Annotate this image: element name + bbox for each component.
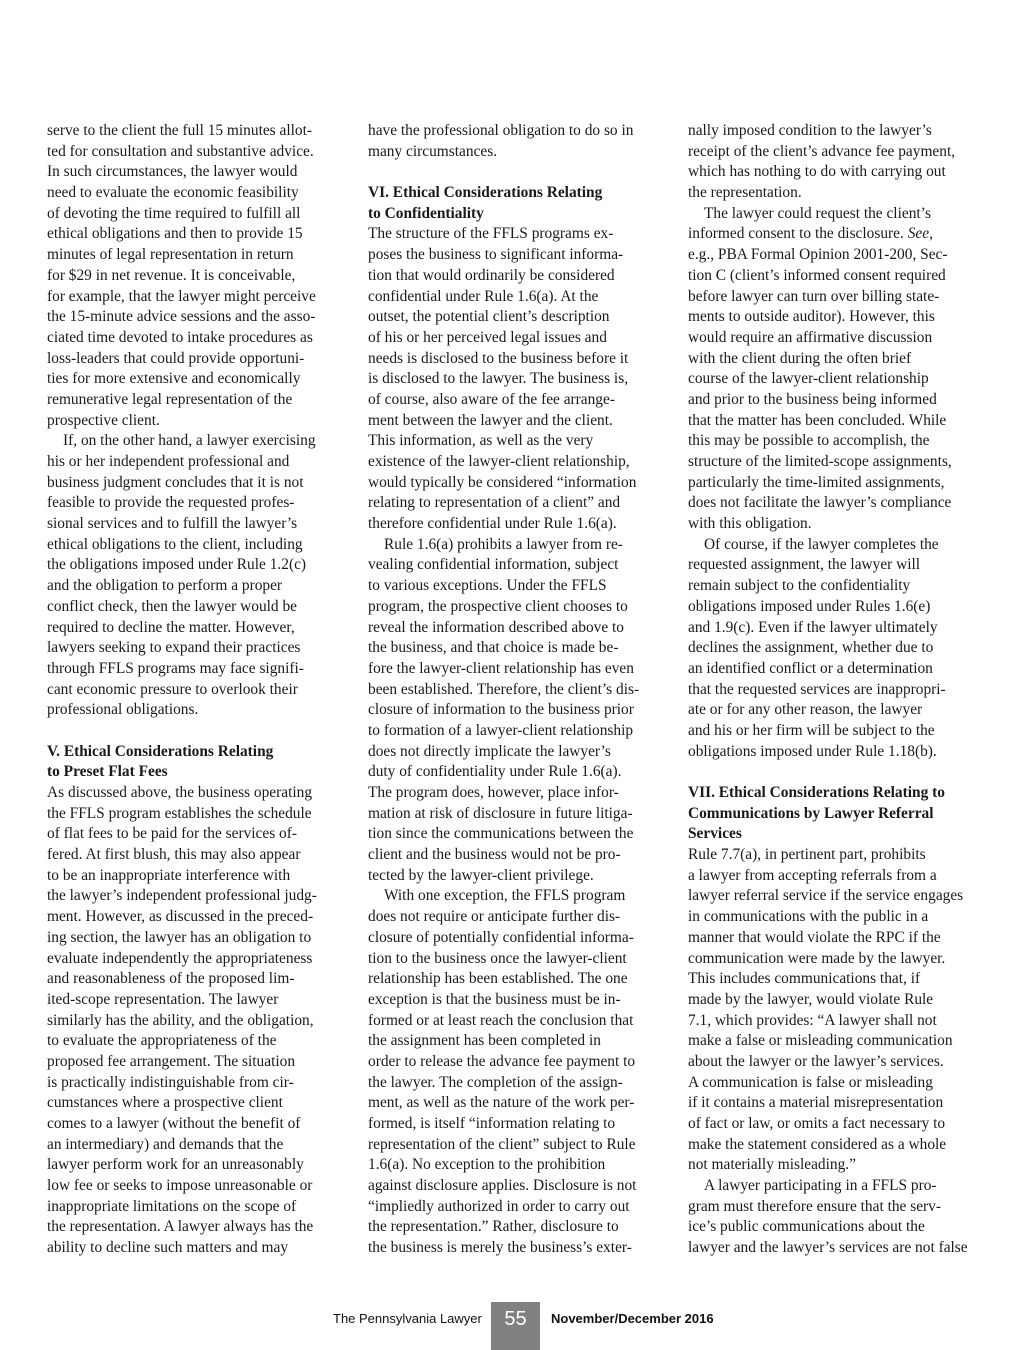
section-heading-line: Communications by Lawyer Referral bbox=[688, 804, 934, 822]
body-text-line: order to release the advance fee payment to bbox=[368, 1052, 636, 1070]
body-text-line: prospective client. bbox=[47, 411, 160, 429]
body-text-line: does not directly implicate the lawyer’s bbox=[368, 742, 611, 760]
body-text-line: the assignment has been completed in bbox=[368, 1032, 601, 1050]
body-text-line: relating to representation of a client” and bbox=[368, 494, 621, 512]
body-text-line: the lawyer. The completion of the assign- bbox=[368, 1073, 623, 1091]
body-text-line: ate or for any other reason, the lawyer bbox=[688, 701, 923, 719]
body-text-line: a lawyer from accepting referrals from a bbox=[688, 866, 937, 884]
body-text-line: declines the assignment, whether due to bbox=[688, 639, 934, 657]
body-text-line: need to evaluate the economic feasibility bbox=[47, 184, 299, 202]
section-heading-line: to Preset Flat Fees bbox=[47, 763, 168, 781]
body-text-line: remunerative legal representation of the bbox=[47, 390, 293, 408]
body-text-line: ing section, the lawyer has an obligation to bbox=[47, 928, 312, 946]
body-text-line: the 15-minute advice sessions and the asso- bbox=[47, 308, 316, 326]
body-text-line: before lawyer can turn over billing state- bbox=[688, 287, 940, 305]
blank-line bbox=[688, 762, 988, 783]
body-text-line: which has nothing to do with carrying out bbox=[688, 163, 946, 181]
body-text-line: program, the prospective client chooses to bbox=[368, 597, 628, 615]
body-text-line: mation at risk of disclosure in future litiga- bbox=[368, 804, 633, 822]
body-text-line: and the obligation to perform a proper bbox=[47, 577, 283, 595]
body-text-line: about the lawyer or the lawyer’s services. bbox=[688, 1052, 944, 1070]
section-heading-line: V. Ethical Considerations Relating bbox=[47, 742, 274, 760]
body-text-line: ments to outside auditor). However, this bbox=[688, 308, 935, 326]
body-text-line: of his or her perceived legal issues and bbox=[368, 328, 607, 346]
body-text-line: conflict check, then the lawyer would be bbox=[47, 597, 298, 615]
body-text-line: and prior to the business being informed bbox=[688, 390, 937, 408]
body-text-line: minutes of legal representation in return bbox=[47, 246, 294, 264]
body-text-line: representation of the client” subject to Rule bbox=[368, 1135, 636, 1153]
issue-date: November/December 2016 bbox=[551, 1311, 714, 1326]
body-text-line: obligations imposed under Rules 1.6(e) bbox=[688, 597, 931, 615]
body-text-line: manner that would violate the RPC if the bbox=[688, 928, 941, 946]
body-text-line: A communication is false or misleading bbox=[688, 1073, 933, 1091]
body-text-line: required to decline the matter. However, bbox=[47, 618, 295, 636]
body-text-line: if it contains a material misrepresentation bbox=[688, 1094, 944, 1112]
body-text-line: “impliedly authorized in order to carry out bbox=[368, 1197, 630, 1215]
body-text-line: reveal the information described above to bbox=[368, 618, 624, 636]
page-footer bbox=[0, 1302, 1024, 1350]
body-text-line: the FFLS program establishes the schedule bbox=[47, 804, 312, 822]
body-text-line: As discussed above, the business operating bbox=[47, 784, 313, 801]
body-text-line: an intermediary) and demands that the bbox=[47, 1135, 284, 1153]
body-text-line: lawyer and the lawyer’s services are not false bbox=[688, 1239, 968, 1257]
body-text-line: low fee or seeks to impose unreasonable or bbox=[47, 1177, 313, 1195]
body-text-line: fered. At first blush, this may also appear bbox=[47, 846, 301, 864]
body-text-line: to evaluate the appropriateness of the bbox=[47, 1032, 277, 1050]
body-text-line: sional services and to fulfill the lawyer’s bbox=[47, 515, 298, 533]
body-text-line: tion since the communications between the bbox=[368, 825, 634, 843]
body-text-line: does not facilitate the lawyer’s compliance bbox=[688, 494, 952, 512]
body-text-line: ted for consultation and substantive advice. bbox=[47, 142, 314, 160]
body-text-line: ment between the lawyer and the client. bbox=[368, 411, 613, 429]
body-text-line: business judgment concludes that it is not bbox=[47, 473, 304, 491]
body-text-line: of course, also aware of the fee arrange- bbox=[368, 390, 615, 408]
body-text-line: ited-scope representation. The lawyer bbox=[47, 990, 279, 1008]
body-text-line: tion to the business once the lawyer-client bbox=[368, 949, 627, 967]
section-heading-line: Services bbox=[688, 825, 742, 843]
text-run: informed consent to the disclosure. bbox=[688, 225, 908, 243]
section-heading-line: VII. Ethical Considerations Relating to bbox=[688, 784, 945, 801]
body-text-line: tion C (client’s informed consent required bbox=[688, 266, 946, 284]
body-text-line: make a false or misleading communication bbox=[688, 1032, 953, 1050]
body-text-line: nally imposed condition to the lawyer’s bbox=[688, 122, 932, 139]
body-text-line: ciated time devoted to intake procedures as bbox=[47, 328, 313, 346]
body-text-line: formed, is itself “information relating to bbox=[368, 1115, 616, 1132]
body-text-line: that the requested services are inappropri- bbox=[688, 680, 946, 698]
body-text-line: therefore confidential under Rule 1.6(a). bbox=[368, 515, 617, 533]
body-text-line: existence of the lawyer-client relationship, bbox=[368, 453, 630, 470]
text-column-1 bbox=[47, 121, 347, 1259]
body-text-line: would require an affirmative discussion bbox=[688, 328, 933, 346]
body-text-line: against disclosure applies. Disclosure is not bbox=[368, 1177, 637, 1195]
body-text-line: lawyer perform work for an unreasonably bbox=[47, 1156, 304, 1174]
body-text-line: that the matter has been concluded. While bbox=[688, 411, 947, 429]
body-text-line: obligations imposed under Rule 1.18(b). bbox=[688, 742, 937, 760]
body-text-line: The program does, however, place infor- bbox=[368, 784, 619, 801]
body-text-line: serve to the client the full 15 minutes allot- bbox=[47, 122, 312, 139]
body-text-line: to formation of a lawyer-client relationship bbox=[368, 721, 634, 739]
body-text-line: ethical obligations and then to provide 15 bbox=[47, 225, 303, 243]
text-column-3 bbox=[688, 121, 988, 1259]
body-text-line: outset, the potential client’s description bbox=[368, 308, 610, 326]
body-text-line: inappropriate limitations on the scope of bbox=[47, 1197, 297, 1215]
body-text-line: the lawyer’s independent professional judg- bbox=[47, 887, 317, 905]
body-text-line: of flat fees to be paid for the services of- bbox=[47, 825, 297, 843]
body-text-line: through FFLS programs may face signifi- bbox=[47, 659, 304, 677]
body-text-line: In such circumstances, the lawyer would bbox=[47, 163, 298, 181]
body-text-line: with the client during the often brief bbox=[688, 349, 912, 367]
body-text-line: Rule 7.7(a), in pertinent part, prohibits bbox=[688, 846, 926, 864]
body-text-line: ment, as well as the nature of the work per- bbox=[368, 1094, 635, 1112]
body-text-line: the representation. bbox=[688, 184, 802, 202]
body-text-line: the representation.” Rather, disclosure to bbox=[368, 1218, 619, 1236]
body-text-line: similarly has the ability, and the obligation, bbox=[47, 1011, 314, 1029]
body-text-line: loss-leaders that could provide opportuni- bbox=[47, 349, 305, 367]
body-text-line: needs is disclosed to the business before it bbox=[368, 349, 629, 367]
body-text-line: is disclosed to the lawyer. The business is, bbox=[368, 370, 629, 388]
body-text-line: feasible to provide the requested profes- bbox=[47, 494, 295, 512]
body-text-line: remain subject to the confidentiality bbox=[688, 577, 911, 595]
body-text-line: duty of confidentiality under Rule 1.6(a). bbox=[368, 763, 622, 781]
section-heading-line: VI. Ethical Considerations Relating bbox=[368, 184, 603, 202]
paragraph-start-line: With one exception, the FFLS program bbox=[384, 887, 626, 905]
body-text-line: course of the lawyer-client relationship bbox=[688, 370, 929, 388]
body-text-line: of fact or law, or omits a fact necessary to bbox=[688, 1115, 946, 1132]
body-text-line: particularly the time-limited assignments, bbox=[688, 473, 945, 491]
paragraph-start-line: A lawyer participating in a FFLS pro- bbox=[704, 1177, 937, 1195]
body-text-line: The structure of the FFLS programs ex- bbox=[368, 225, 614, 243]
body-text-line: this may be possible to accomplish, the bbox=[688, 432, 930, 450]
body-text-line: 1.6(a). No exception to the prohibition bbox=[368, 1156, 606, 1174]
body-text-line: closure of information to the business prior bbox=[368, 701, 634, 719]
body-text-line: the obligations imposed under Rule 1.2(c) bbox=[47, 556, 307, 574]
body-text-line: lawyers seeking to expand their practices bbox=[47, 639, 301, 657]
body-text-line: and reasonableness of the proposed lim- bbox=[47, 970, 295, 988]
body-text-line: formed or at least reach the conclusion that bbox=[368, 1011, 634, 1029]
body-text-line: communication were made by the lawyer. bbox=[688, 949, 946, 967]
body-text-line: This information, as well as the very bbox=[368, 432, 594, 450]
body-text-line: an identified conflict or a determination bbox=[688, 659, 933, 677]
body-text-line: gram must therefore ensure that the serv- bbox=[688, 1197, 941, 1215]
body-text-line: to be an inappropriate interference with bbox=[47, 866, 291, 884]
body-text-line: does not require or anticipate further dis- bbox=[368, 908, 621, 926]
paragraph-start-line: If, on the other hand, a lawyer exercising bbox=[63, 432, 316, 450]
body-text-line: 7.1, which provides: “A lawyer shall not bbox=[688, 1011, 937, 1029]
body-text-line: poses the business to significant informa- bbox=[368, 246, 624, 264]
body-text-line: many circumstances. bbox=[368, 142, 498, 160]
body-text-line: the business is merely the business’s exter- bbox=[368, 1239, 632, 1257]
body-text-line: not materially misleading.” bbox=[688, 1156, 856, 1174]
body-text-line: tected by the lawyer-client privilege. bbox=[368, 866, 594, 884]
body-text-line: ethical obligations to the client, including bbox=[47, 535, 303, 553]
body-text-line: evaluate independently the appropriateness bbox=[47, 949, 313, 967]
body-text-line: of devoting the time required to fulfill all bbox=[47, 204, 301, 222]
body-text-line: e.g., PBA Formal Opinion 2001-200, Sec- bbox=[688, 246, 948, 264]
text-column-2 bbox=[368, 121, 668, 1259]
paragraph-start-line: Rule 1.6(a) prohibits a lawyer from re- bbox=[384, 535, 623, 553]
section-heading-line: to Confidentiality bbox=[368, 204, 484, 222]
body-text-line: and 1.9(c). Even if the lawyer ultimately bbox=[688, 618, 938, 636]
body-text-line: comes to a lawyer (without the benefit of bbox=[47, 1115, 301, 1132]
text-run: , bbox=[929, 225, 933, 243]
body-text-line: tion that would ordinarily be considered bbox=[368, 266, 615, 284]
body-text-line: been established. Therefore, the client’s dis- bbox=[368, 680, 640, 698]
body-text-line: closure of potentially confidential informa- bbox=[368, 928, 634, 946]
body-text-line: for $29 in net revenue. It is conceivable, bbox=[47, 266, 296, 284]
body-text-line: his or her independent professional and bbox=[47, 453, 290, 470]
body-text-line: ties for more extensive and economically bbox=[47, 370, 301, 388]
blank-line bbox=[368, 162, 668, 183]
body-text-line: for example, that the lawyer might perceive bbox=[47, 287, 316, 305]
body-text-line: This includes communications that, if bbox=[688, 970, 921, 988]
body-text-line: in communications with the public in a bbox=[688, 908, 929, 926]
body-text-line: relationship has been established. The one bbox=[368, 970, 628, 988]
body-text-line: cumstances where a prospective client bbox=[47, 1094, 283, 1112]
body-text-line: vealing confidential information, subject bbox=[368, 556, 619, 574]
body-text-line: made by the lawyer, would violate Rule bbox=[688, 990, 934, 1008]
body-text-line: ability to decline such matters and may bbox=[47, 1239, 289, 1257]
body-text-line: make the statement considered as a whole bbox=[688, 1135, 947, 1153]
body-text-line: cant economic pressure to overlook their bbox=[47, 680, 298, 698]
blank-line bbox=[47, 721, 347, 742]
page-number: 55 bbox=[491, 1302, 540, 1350]
body-text-line: ice’s public communications about the bbox=[688, 1218, 925, 1236]
body-text-line: lawyer referral service if the service engages bbox=[688, 887, 964, 905]
body-text-line: is practically indistinguishable from cir- bbox=[47, 1073, 294, 1091]
body-text-line: receipt of the client’s advance fee payment, bbox=[688, 142, 956, 160]
body-text-line: and his or her firm will be subject to the bbox=[688, 721, 935, 739]
body-text-line bbox=[688, 224, 988, 245]
body-text-line: the representation. A lawyer always has the bbox=[47, 1218, 314, 1236]
body-text-line: requested assignment, the lawyer will bbox=[688, 556, 921, 574]
body-text-line: proposed fee arrangement. The situation bbox=[47, 1052, 296, 1070]
paragraph-start-line: Of course, if the lawyer completes the bbox=[704, 535, 939, 553]
body-text-line: with this obligation. bbox=[688, 515, 812, 533]
body-text-line: confidential under Rule 1.6(a). At the bbox=[368, 287, 599, 305]
body-text-line: exception is that the business must be in- bbox=[368, 990, 621, 1008]
body-text-line: the business, and that choice is made be- bbox=[368, 639, 619, 657]
publication-name: The Pennsylvania Lawyer bbox=[333, 1311, 482, 1326]
body-text-line: to various exceptions. Under the FFLS bbox=[368, 577, 607, 595]
body-text-line: structure of the limited-scope assignments, bbox=[688, 453, 952, 470]
body-text-line: would typically be considered “information bbox=[368, 473, 637, 491]
body-text-line: professional obligations. bbox=[47, 701, 199, 719]
body-text-line: fore the lawyer-client relationship has even bbox=[368, 659, 634, 677]
body-text-line: have the professional obligation to do so in bbox=[368, 122, 634, 139]
italic-citation: See bbox=[907, 225, 930, 243]
paragraph-start-line: The lawyer could request the client’s bbox=[704, 204, 931, 222]
body-text-line: ment. However, as discussed in the preced- bbox=[47, 908, 314, 926]
body-text-line: client and the business would not be pro- bbox=[368, 846, 621, 864]
